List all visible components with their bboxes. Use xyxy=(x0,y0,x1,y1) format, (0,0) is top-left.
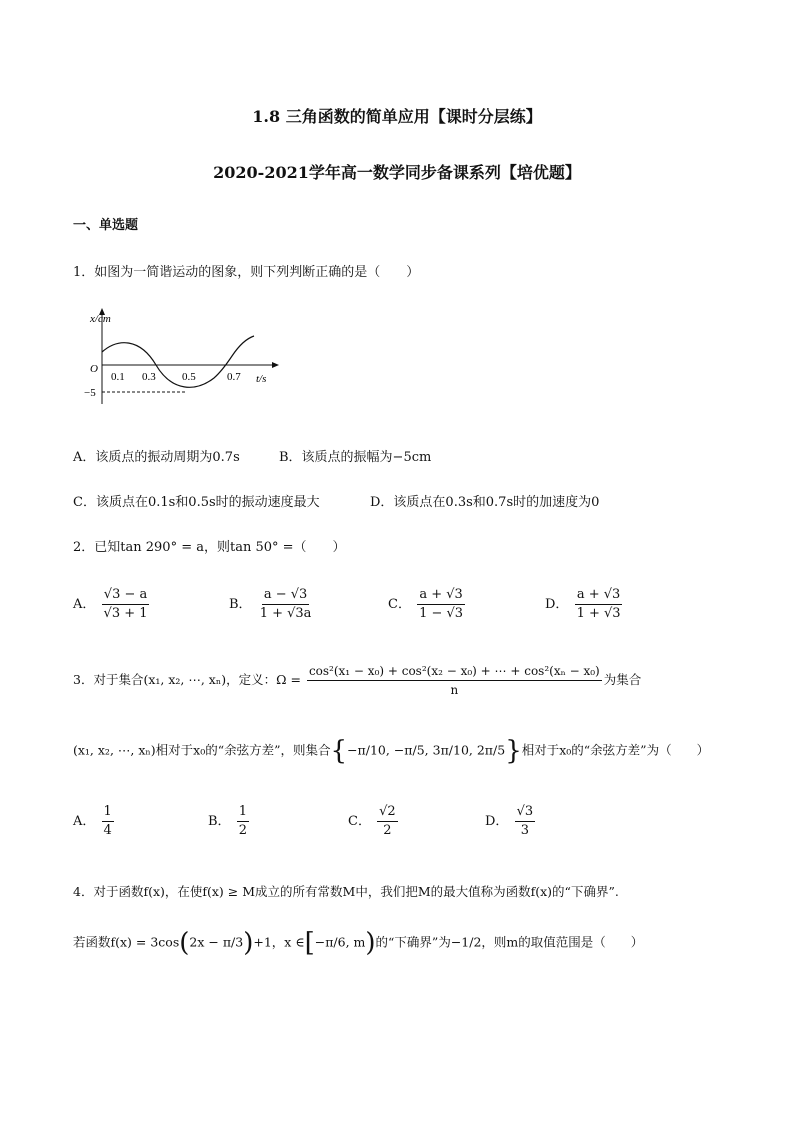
graph-tick-label: 0.7 xyxy=(227,371,241,383)
denominator: 1 + √3 xyxy=(576,606,621,621)
question-4-line-2 xyxy=(73,928,643,958)
q3-suffix: 为集合 xyxy=(603,672,642,687)
question-1-stem: 1．如图为一简谐运动的图象，则下列判断正确的是（ ） xyxy=(73,265,420,280)
q3-option-c[interactable] xyxy=(348,804,400,839)
graph-ymin-label: −5 xyxy=(84,387,96,399)
graph-xlabel: t/s xyxy=(256,373,267,385)
q2-option-a[interactable] xyxy=(73,587,152,622)
q2-option-c[interactable] xyxy=(388,587,467,622)
option-label: A． xyxy=(73,597,96,612)
q4-inner: 2x − π/3 xyxy=(189,934,244,950)
page-title: 1.8 三角函数的简单应用【课时分层练】 xyxy=(252,107,542,126)
denominator: n xyxy=(450,683,459,697)
q3-set2: −π/10, −π/5, 3π/10, 2π/5 xyxy=(347,742,506,758)
fraction xyxy=(377,804,398,839)
bracket-left: [ xyxy=(304,928,315,958)
denominator: 3 xyxy=(520,823,529,838)
q3-option-d[interactable] xyxy=(485,804,537,839)
brace-right: } xyxy=(505,736,522,766)
numerator: 1 xyxy=(102,804,114,822)
question-4-line-1: 4．对于函数f(x)，在使f(x) ≥ M成立的所有常数M中，我们把M的最大值称为函数f(x)的“下确界”. xyxy=(73,884,619,899)
denominator: 2 xyxy=(383,823,392,838)
q4-line2b: +1，x ∈ xyxy=(253,934,305,950)
fraction xyxy=(417,587,465,622)
q3-line2b: 相对于x₀的“余弦方差”为（ ） xyxy=(521,742,710,758)
graph-tick-label: 0.3 xyxy=(142,371,156,383)
q4-interval: −π/6, m xyxy=(314,934,366,950)
denominator: 4 xyxy=(103,823,112,838)
denominator: 2 xyxy=(238,823,247,838)
section-heading: 一、单选题 xyxy=(73,218,139,233)
denominator: 1 + √3a xyxy=(259,606,312,621)
harmonic-motion-graph xyxy=(80,300,285,410)
option-label: B． xyxy=(208,814,231,829)
denominator: √3 + 1 xyxy=(103,606,148,621)
paren-left: ( xyxy=(179,928,190,958)
paren-right-interval: ) xyxy=(365,928,376,958)
q3-prefix: 3．对于集合 xyxy=(73,672,144,687)
graph-tick-label: 0.1 xyxy=(111,371,125,383)
fraction xyxy=(237,804,249,839)
numerator: √3 xyxy=(515,804,536,822)
numerator: a + √3 xyxy=(417,587,464,605)
option-label: A． xyxy=(73,814,96,829)
cosine-variance-formula xyxy=(307,663,602,698)
q1-option-b[interactable]: B．该质点的振幅为−5cm xyxy=(279,450,432,465)
option-label: D． xyxy=(545,597,569,612)
numerator: √3 − a xyxy=(102,587,149,605)
q2-option-d[interactable] xyxy=(545,587,625,622)
q3-option-a[interactable] xyxy=(73,804,116,839)
q3-define: ，定义：Ω = xyxy=(226,672,301,687)
numerator: 1 xyxy=(237,804,249,822)
q3-option-b[interactable] xyxy=(208,804,251,839)
numerator: a − √3 xyxy=(262,587,309,605)
graph-origin: O xyxy=(90,363,98,375)
q3-line2a: (x₁, x₂, ⋯, xₙ)相对于x₀的“余弦方差”，则集合 xyxy=(73,742,331,758)
fraction xyxy=(102,804,114,839)
option-label: D． xyxy=(485,814,509,829)
fraction xyxy=(258,587,314,622)
fraction xyxy=(515,804,536,839)
graph-tick-label: 0.5 xyxy=(182,371,196,383)
option-label: B． xyxy=(229,597,252,612)
graph-ylabel: x/cm xyxy=(90,313,111,325)
denominator: 1 − √3 xyxy=(419,606,464,621)
numerator: a + √3 xyxy=(575,587,622,605)
q1-option-c[interactable]: C．该质点在0.1s和0.5s时的振动速度最大 xyxy=(73,495,320,510)
option-label: C． xyxy=(348,814,371,829)
option-label: C． xyxy=(388,597,411,612)
numerator: cos²(x₁ − x₀) + cos²(x₂ − x₀) + ⋯ + cos²(xₙ − x₀) xyxy=(307,663,602,681)
q3-set: (x₁, x₂, ⋯, xₙ) xyxy=(143,672,227,687)
question-3-line-2 xyxy=(73,736,709,766)
q4-line2a: 若函数f(x) = 3cos xyxy=(73,934,180,950)
q1-option-a[interactable]: A．该质点的振动周期为0.7s xyxy=(73,450,240,465)
numerator: √2 xyxy=(377,804,398,822)
fraction xyxy=(102,587,150,622)
paren-right: ) xyxy=(243,928,254,958)
question-3-line-1 xyxy=(73,663,641,698)
fraction xyxy=(575,587,623,622)
q1-option-d[interactable]: D．该质点在0.3s和0.7s时的加速度为0 xyxy=(370,495,600,510)
q4-line2c: 的“下确界”为−1/2，则m的取值范围是（ ） xyxy=(375,934,644,950)
page-subtitle: 2020-2021学年高一数学同步备课系列【培优题】 xyxy=(213,163,581,182)
q2-option-b[interactable] xyxy=(229,587,315,622)
brace-left: { xyxy=(330,736,348,766)
question-2-stem: 2．已知tan 290° = a，则tan 50° =（ ） xyxy=(73,540,346,555)
